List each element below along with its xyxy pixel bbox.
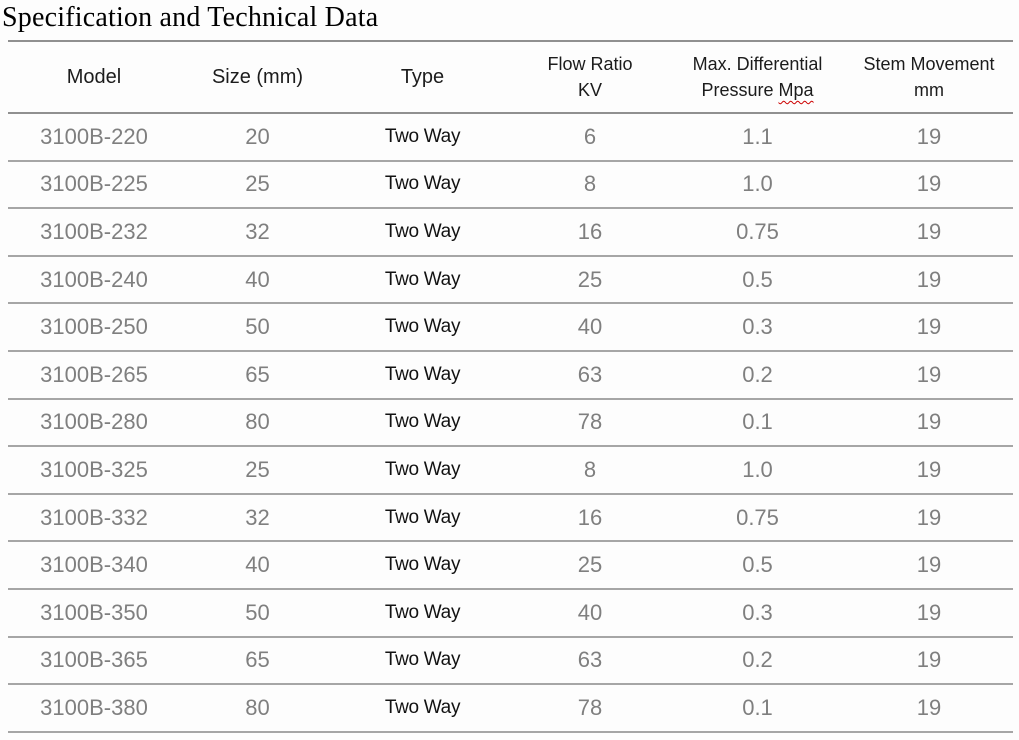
- cell-stem-movement: 19: [845, 637, 1013, 685]
- cell-stem-movement: 19: [845, 303, 1013, 351]
- header-stem-line2: mm: [914, 80, 944, 100]
- table-row: [8, 446, 1013, 494]
- cell-model: 3100B-225: [8, 161, 180, 209]
- table-header: [8, 41, 1013, 113]
- header-model: [8, 41, 180, 113]
- cell-size: 40: [180, 541, 335, 589]
- cell-type: Two Way: [335, 446, 510, 494]
- cell-model: 3100B-240: [8, 256, 180, 304]
- cell-model: 3100B-265: [8, 351, 180, 399]
- cell-size: 25: [180, 161, 335, 209]
- cell-flow-ratio-kv: 8: [510, 161, 670, 209]
- table-row: [8, 161, 1013, 209]
- cell-type: Two Way: [335, 351, 510, 399]
- cell-type: Two Way: [335, 208, 510, 256]
- cell-flow-ratio-kv: 16: [510, 494, 670, 542]
- cell-size: 50: [180, 589, 335, 637]
- cell-type: Two Way: [335, 684, 510, 732]
- cell-max-differential-pressure: 0.75: [670, 494, 845, 542]
- cell-model: 3100B-350: [8, 589, 180, 637]
- cell-stem-movement: 19: [845, 399, 1013, 447]
- header-stem-line1: Stem Movement: [863, 54, 995, 74]
- cell-stem-movement: 19: [845, 208, 1013, 256]
- cell-model: 3100B-332: [8, 494, 180, 542]
- table-body: [8, 113, 1013, 732]
- cell-flow-ratio-kv: 25: [510, 256, 670, 304]
- cell-flow-ratio-kv: 63: [510, 351, 670, 399]
- cell-size: 32: [180, 494, 335, 542]
- cell-type: Two Way: [335, 637, 510, 685]
- table-row: [8, 684, 1013, 732]
- cell-type: Two Way: [335, 494, 510, 542]
- cell-stem-movement: 19: [845, 256, 1013, 304]
- spec-table-container: [8, 40, 1013, 733]
- table-row: [8, 494, 1013, 542]
- cell-model: 3100B-365: [8, 637, 180, 685]
- table-row: [8, 351, 1013, 399]
- cell-stem-movement: 19: [845, 161, 1013, 209]
- page-title: Specification and Technical Data: [2, 2, 379, 33]
- cell-size: 80: [180, 684, 335, 732]
- header-max-differential-pressure: [670, 41, 845, 113]
- cell-type: Two Way: [335, 399, 510, 447]
- header-pressure-word: Pressure: [701, 80, 774, 100]
- cell-flow-ratio-kv: 6: [510, 113, 670, 161]
- cell-size: 20: [180, 113, 335, 161]
- cell-flow-ratio-kv: 78: [510, 399, 670, 447]
- cell-model: 3100B-325: [8, 446, 180, 494]
- cell-model: 3100B-280: [8, 399, 180, 447]
- cell-max-differential-pressure: 1.1: [670, 113, 845, 161]
- header-stem-movement: [845, 41, 1013, 113]
- header-maxdiff-line1: Max. Differential: [692, 54, 823, 74]
- cell-size: 40: [180, 256, 335, 304]
- cell-flow-ratio-kv: 40: [510, 303, 670, 351]
- cell-model: 3100B-232: [8, 208, 180, 256]
- cell-flow-ratio-kv: 25: [510, 541, 670, 589]
- table-row: [8, 589, 1013, 637]
- cell-model: 3100B-220: [8, 113, 180, 161]
- header-row: [8, 41, 1013, 113]
- cell-type: Two Way: [335, 303, 510, 351]
- table-row: [8, 113, 1013, 161]
- cell-max-differential-pressure: 0.2: [670, 351, 845, 399]
- cell-model: 3100B-250: [8, 303, 180, 351]
- cell-max-differential-pressure: 0.2: [670, 637, 845, 685]
- cell-size: 65: [180, 637, 335, 685]
- cell-max-differential-pressure: 0.3: [670, 589, 845, 637]
- cell-stem-movement: 19: [845, 113, 1013, 161]
- header-type-label: Type: [400, 65, 445, 88]
- cell-max-differential-pressure: 0.5: [670, 541, 845, 589]
- header-maxdiff-line2: [670, 77, 845, 103]
- cell-type: Two Way: [335, 256, 510, 304]
- cell-model: 3100B-380: [8, 684, 180, 732]
- cell-stem-movement: 19: [845, 541, 1013, 589]
- header-type: [335, 41, 510, 113]
- cell-stem-movement: 19: [845, 589, 1013, 637]
- header-size-label: Size (mm): [211, 65, 304, 88]
- cell-max-differential-pressure: 0.1: [670, 399, 845, 447]
- header-flow-ratio-line1: Flow Ratio: [547, 54, 633, 74]
- header-flow-ratio: [510, 41, 670, 113]
- cell-stem-movement: 19: [845, 684, 1013, 732]
- cell-max-differential-pressure: 1.0: [670, 446, 845, 494]
- table-row: [8, 256, 1013, 304]
- cell-size: 65: [180, 351, 335, 399]
- cell-stem-movement: 19: [845, 446, 1013, 494]
- cell-flow-ratio-kv: 63: [510, 637, 670, 685]
- table-row: [8, 541, 1013, 589]
- header-flow-ratio-line2: KV: [577, 80, 602, 100]
- cell-flow-ratio-kv: 40: [510, 589, 670, 637]
- cell-flow-ratio-kv: 8: [510, 446, 670, 494]
- cell-stem-movement: 19: [845, 494, 1013, 542]
- table-row: [8, 399, 1013, 447]
- cell-max-differential-pressure: 0.3: [670, 303, 845, 351]
- cell-max-differential-pressure: 0.5: [670, 256, 845, 304]
- cell-type: Two Way: [335, 541, 510, 589]
- cell-size: 32: [180, 208, 335, 256]
- cell-type: Two Way: [335, 589, 510, 637]
- table-row: [8, 637, 1013, 685]
- cell-stem-movement: 19: [845, 351, 1013, 399]
- cell-max-differential-pressure: 0.1: [670, 684, 845, 732]
- cell-flow-ratio-kv: 78: [510, 684, 670, 732]
- header-model-label: Model: [66, 65, 122, 88]
- cell-flow-ratio-kv: 16: [510, 208, 670, 256]
- cell-type: Two Way: [335, 113, 510, 161]
- cell-model: 3100B-340: [8, 541, 180, 589]
- cell-max-differential-pressure: 1.0: [670, 161, 845, 209]
- cell-max-differential-pressure: 0.75: [670, 208, 845, 256]
- header-size: [180, 41, 335, 113]
- table-row: [8, 208, 1013, 256]
- cell-size: 25: [180, 446, 335, 494]
- cell-size: 50: [180, 303, 335, 351]
- header-mpa-unit-spellchecked: Mpa: [778, 80, 814, 100]
- spec-table: [8, 40, 1013, 733]
- cell-size: 80: [180, 399, 335, 447]
- cell-type: Two Way: [335, 161, 510, 209]
- table-row: [8, 303, 1013, 351]
